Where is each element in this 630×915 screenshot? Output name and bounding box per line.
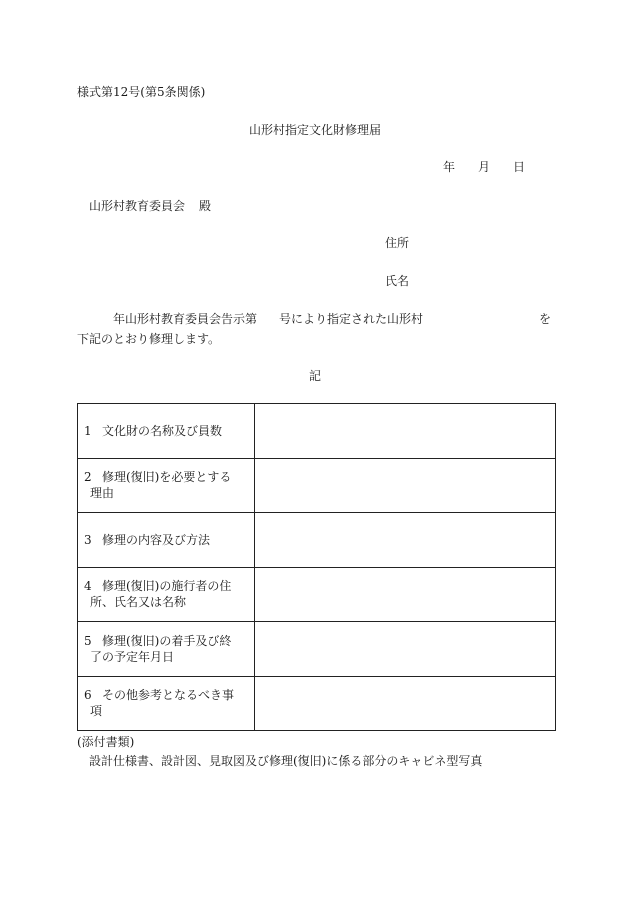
table-row xyxy=(78,567,556,622)
item-value-cell xyxy=(255,567,556,622)
item-number: 5 xyxy=(84,633,92,648)
body-line-1-end: を xyxy=(539,312,552,326)
item-label-text: 修理(復旧)の着手及び終 xyxy=(102,633,232,648)
item-label-line-1 xyxy=(84,579,231,593)
addressee-name: 山形村教育委員会 xyxy=(89,199,186,213)
addressee xyxy=(89,198,211,214)
items-table xyxy=(77,403,556,731)
attachments-heading: (添付書類) xyxy=(77,735,135,749)
table-row xyxy=(78,458,556,513)
date-year-label: 年 xyxy=(443,160,456,174)
table-row xyxy=(78,622,556,677)
body-line-2: 下記のとおり修理します。 xyxy=(77,332,221,346)
body-line-1-part-2: 号により指定された山形村 xyxy=(279,312,424,326)
item-number: 1 xyxy=(84,423,92,438)
item-label-text: 修理(復旧)を必要とする xyxy=(102,470,232,485)
item-label-text: 修理の内容及び方法 xyxy=(102,532,211,547)
item-label-line-2: 理由 xyxy=(90,486,115,501)
item-label-line-1 xyxy=(84,470,231,484)
item-label-cell xyxy=(78,404,255,459)
ki-heading: 記 xyxy=(308,369,321,383)
item-label-cell xyxy=(78,513,255,568)
item-value-cell xyxy=(255,513,556,568)
item-label-line-2: 所、氏名又は名称 xyxy=(90,595,187,610)
addressee-honorific: 殿 xyxy=(199,199,212,213)
form-number: 様式第12号(第5条関係) xyxy=(77,85,206,99)
item-label-line-1 xyxy=(84,634,231,648)
item-number: 4 xyxy=(84,579,92,594)
date-day-label: 日 xyxy=(513,160,526,174)
body-line-1-part-1: 年山形村教育委員会告示第 xyxy=(113,312,258,326)
item-number: 6 xyxy=(84,688,92,703)
item-label-line-1 xyxy=(84,688,234,702)
item-number: 2 xyxy=(84,470,92,485)
body-line-1 xyxy=(113,311,423,327)
applicant-name-label: 氏名 xyxy=(385,274,410,288)
item-label-cell xyxy=(78,676,255,731)
item-value-cell xyxy=(255,458,556,513)
date-line xyxy=(443,159,525,175)
table-row xyxy=(78,513,556,568)
item-number: 3 xyxy=(84,532,92,547)
item-label-line-2: 了の予定年月日 xyxy=(90,649,175,664)
item-label-cell xyxy=(78,622,255,677)
item-value-cell xyxy=(255,404,556,459)
item-label-text: 文化財の名称及び員数 xyxy=(102,423,223,438)
attachments-body: 設計仕様書、設計図、見取図及び修理(復旧)に係る部分のキャビネ型写真 xyxy=(89,754,483,768)
item-label-cell xyxy=(78,567,255,622)
item-label-line-1 xyxy=(84,424,222,438)
item-label-line-1 xyxy=(84,533,210,547)
item-label-text: 修理(復旧)の施行者の住 xyxy=(102,579,232,594)
item-value-cell xyxy=(255,622,556,677)
date-month-label: 月 xyxy=(478,160,491,174)
table-row xyxy=(78,404,556,459)
item-label-cell xyxy=(78,458,255,513)
applicant-address-label: 住所 xyxy=(385,236,410,250)
table-row xyxy=(78,676,556,731)
item-value-cell xyxy=(255,676,556,731)
item-label-text: その他参考となるべき事 xyxy=(102,688,235,703)
document-title: 山形村指定文化財修理届 xyxy=(248,123,381,137)
item-label-line-2: 項 xyxy=(90,704,103,719)
